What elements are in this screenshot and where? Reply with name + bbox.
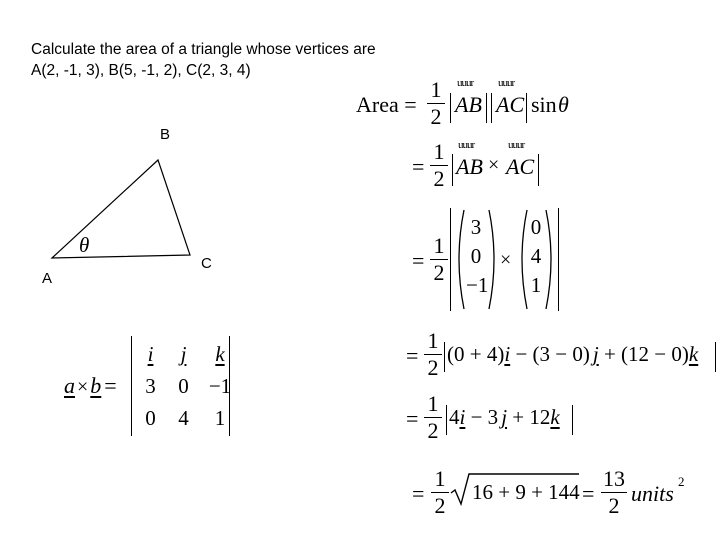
- equals-sign: =: [412, 481, 425, 506]
- unit-vector-j: j: [180, 342, 187, 366]
- matrix-cell: 4: [178, 406, 189, 430]
- vector-component: 1: [530, 273, 542, 297]
- fraction-denominator: 2: [427, 418, 439, 443]
- left-paren: [452, 208, 466, 311]
- vector-arrow-mark: uuur: [457, 77, 474, 89]
- sin-function: sin: [531, 92, 557, 117]
- k-coefficient: + 12: [507, 405, 551, 429]
- right-paren: [487, 208, 501, 311]
- vector-arrow-mark: uuur: [508, 139, 525, 151]
- cross-product-sign: ×: [500, 249, 512, 271]
- i-coefficient: (0 + 4): [447, 342, 505, 366]
- fraction-denominator: 2: [434, 493, 446, 518]
- matrix-row: [134, 402, 240, 434]
- vertex-a-label: A: [42, 270, 53, 287]
- matrix-cell: −1: [208, 374, 232, 398]
- equals-sign: =: [406, 343, 419, 368]
- equals-sign: =: [582, 481, 595, 506]
- vertex-b-label: B: [160, 126, 171, 143]
- matrix-cell: 1: [214, 406, 226, 430]
- equals-sign: =: [104, 373, 117, 398]
- vector-arrow-mark: uuur: [458, 139, 475, 151]
- fraction-numerator: 1: [433, 233, 445, 258]
- units-label: units: [631, 481, 674, 506]
- determinant-matrix: [134, 338, 240, 434]
- vector-component: 4: [530, 244, 542, 268]
- vector-a: a: [64, 373, 75, 398]
- fraction-denominator: 2: [433, 260, 445, 285]
- radicand: 16 + 9 + 144: [472, 480, 580, 504]
- area-label: Area =: [356, 92, 417, 117]
- theta-symbol: θ: [558, 92, 569, 117]
- vertex-c-label: C: [201, 255, 212, 272]
- step2-fraction: [430, 141, 448, 190]
- vector-arrow-mark: uuur: [498, 77, 515, 89]
- unit-vector-k: k: [688, 342, 699, 366]
- j-coefficient: − 3: [465, 405, 499, 429]
- equals-sign: =: [412, 154, 425, 179]
- fraction-numerator: 1: [427, 328, 439, 353]
- right-paren: [544, 208, 558, 311]
- step3-fraction: [430, 235, 448, 284]
- simplified-cross-product: [449, 405, 560, 430]
- vector-ac: AC: [506, 154, 535, 179]
- fraction-numerator: 1: [434, 466, 446, 491]
- vector-ab: AB: [455, 92, 482, 117]
- matrix-cell: 0: [145, 406, 156, 430]
- unit-vector-i: i: [504, 342, 511, 366]
- fraction-numerator: 1: [430, 77, 442, 102]
- vector-component: 0: [530, 215, 542, 239]
- unit-vector-k: k: [215, 342, 225, 366]
- triangle-diagram: [0, 0, 320, 300]
- fraction-numerator: 1: [427, 391, 439, 416]
- fraction-denominator: 2: [427, 355, 439, 380]
- k-coefficient: + (12 − 0): [598, 342, 689, 366]
- matrix-cell: 3: [145, 374, 156, 398]
- vector-b: b: [90, 373, 102, 398]
- units-exponent: 2: [678, 474, 685, 489]
- fraction-denominator: 2: [433, 166, 445, 191]
- equals-sign: =: [406, 406, 419, 431]
- result-fraction: [601, 468, 627, 517]
- vector-ac: AC: [496, 92, 525, 117]
- problem-line-1: Calculate the area of a triangle whose vertices are: [31, 41, 376, 58]
- matrix-cell: 0: [178, 374, 189, 398]
- step5-fraction: [424, 393, 442, 442]
- column-vector-ac: [526, 213, 546, 300]
- matrix-row: [134, 370, 240, 402]
- expanded-cross-product: [447, 342, 698, 367]
- unit-vector-j: j: [501, 405, 508, 429]
- theta-angle-label: θ: [79, 233, 90, 257]
- j-coefficient: − (3 − 0): [510, 342, 590, 366]
- unit-vector-i: i: [147, 342, 154, 366]
- vector-component: −1: [466, 273, 489, 297]
- step4-fraction: [424, 330, 442, 379]
- vector-ab: AB: [456, 154, 483, 179]
- column-vector-ab: [466, 213, 489, 300]
- fraction-denominator: 2: [430, 104, 442, 129]
- vector-component: 3: [470, 215, 482, 239]
- equals-sign: =: [412, 248, 425, 273]
- fraction-numerator: 1: [433, 139, 445, 164]
- vector-component: 0: [470, 244, 482, 268]
- i-coefficient: 4: [449, 405, 460, 429]
- cross-product-sign: ×: [488, 154, 500, 176]
- unit-vector-k: k: [550, 405, 560, 429]
- cross-product-sign: ×: [77, 376, 89, 398]
- problem-line-2: A(2, -1, 3), B(5, -1, 2), C(2, 3, 4): [31, 62, 251, 79]
- step6-fraction: [431, 468, 449, 517]
- step1-fraction: [427, 79, 445, 128]
- triangle-shape: [52, 160, 190, 258]
- cross-product-lhs: [64, 373, 117, 399]
- unit-vector-j: j: [592, 342, 599, 366]
- matrix-row: [134, 338, 240, 370]
- fraction-numerator: 13: [603, 466, 625, 491]
- unit-vector-i: i: [459, 405, 466, 429]
- fraction-denominator: 2: [608, 493, 620, 518]
